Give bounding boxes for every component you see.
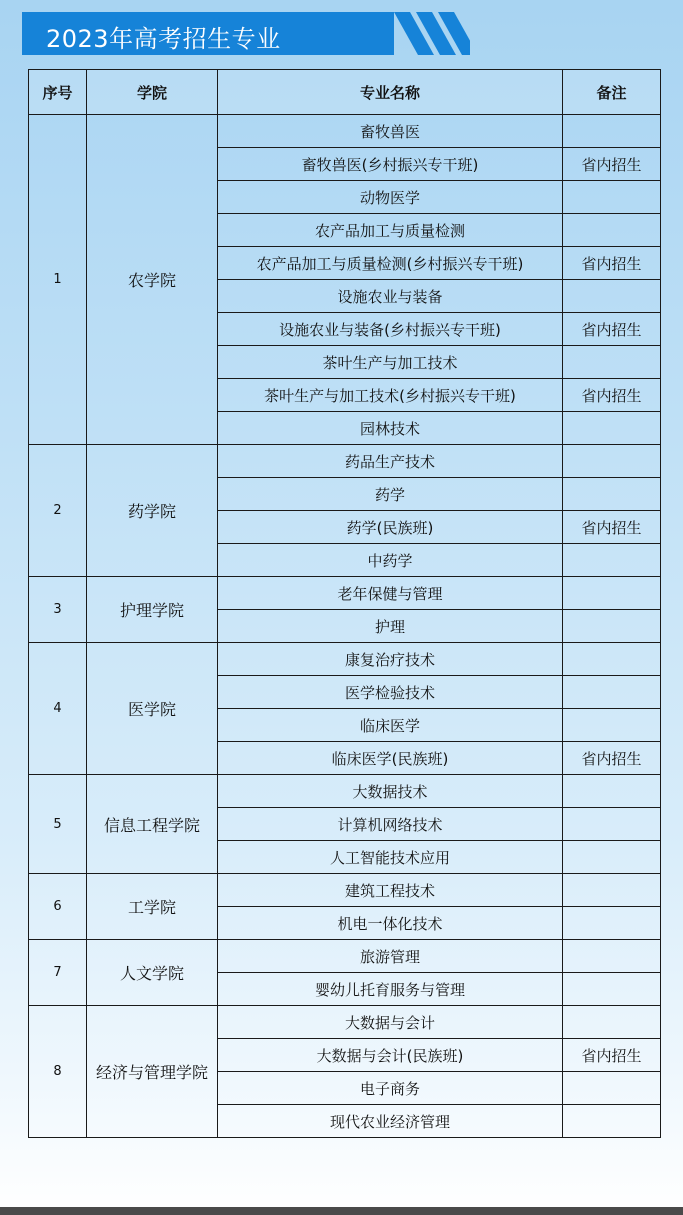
college-name: 信息工程学院 bbox=[87, 775, 218, 874]
row-index: 4 bbox=[29, 643, 87, 775]
program-note: 省内招生 bbox=[563, 247, 661, 280]
program-note bbox=[563, 973, 661, 1006]
program-name: 大数据技术 bbox=[218, 775, 563, 808]
program-note bbox=[563, 445, 661, 478]
college-name: 医学院 bbox=[87, 643, 218, 775]
table-row bbox=[29, 940, 661, 973]
program-note: 省内招生 bbox=[563, 742, 661, 775]
program-name: 动物医学 bbox=[218, 181, 563, 214]
program-name: 园林技术 bbox=[218, 412, 563, 445]
program-name: 设施农业与装备 bbox=[218, 280, 563, 313]
program-note bbox=[563, 280, 661, 313]
row-index: 6 bbox=[29, 874, 87, 940]
program-name: 中药学 bbox=[218, 544, 563, 577]
row-index: 5 bbox=[29, 775, 87, 874]
program-note bbox=[563, 412, 661, 445]
footer-bar bbox=[0, 1207, 683, 1215]
program-note bbox=[563, 709, 661, 742]
program-note bbox=[563, 610, 661, 643]
program-note bbox=[563, 808, 661, 841]
program-name: 茶叶生产与加工技术 bbox=[218, 346, 563, 379]
program-note bbox=[563, 214, 661, 247]
program-name: 设施农业与装备(乡村振兴专干班) bbox=[218, 313, 563, 346]
header-program: 专业名称 bbox=[218, 70, 563, 115]
college-name: 人文学院 bbox=[87, 940, 218, 1006]
program-note bbox=[563, 907, 661, 940]
program-note bbox=[563, 775, 661, 808]
program-name: 农产品加工与质量检测 bbox=[218, 214, 563, 247]
program-name: 畜牧兽医(乡村振兴专干班) bbox=[218, 148, 563, 181]
program-note bbox=[563, 181, 661, 214]
header-note: 备注 bbox=[563, 70, 661, 115]
program-note bbox=[563, 1006, 661, 1039]
program-note bbox=[563, 874, 661, 907]
program-note: 省内招生 bbox=[563, 313, 661, 346]
program-note bbox=[563, 577, 661, 610]
program-name: 临床医学(民族班) bbox=[218, 742, 563, 775]
page-title: 2023年高考招生专业 bbox=[46, 25, 281, 53]
header-index: 序号 bbox=[29, 70, 87, 115]
program-name: 康复治疗技术 bbox=[218, 643, 563, 676]
program-name: 茶叶生产与加工技术(乡村振兴专干班) bbox=[218, 379, 563, 412]
program-name: 旅游管理 bbox=[218, 940, 563, 973]
program-note bbox=[563, 676, 661, 709]
program-name: 大数据与会计 bbox=[218, 1006, 563, 1039]
program-name: 计算机网络技术 bbox=[218, 808, 563, 841]
program-name: 临床医学 bbox=[218, 709, 563, 742]
program-note: 省内招生 bbox=[563, 511, 661, 544]
row-index: 8 bbox=[29, 1006, 87, 1138]
majors-table bbox=[28, 69, 661, 1138]
row-index: 2 bbox=[29, 445, 87, 577]
program-note bbox=[563, 643, 661, 676]
program-name: 老年保健与管理 bbox=[218, 577, 563, 610]
table-row bbox=[29, 115, 661, 148]
college-name: 工学院 bbox=[87, 874, 218, 940]
header-college: 学院 bbox=[87, 70, 218, 115]
program-name: 大数据与会计(民族班) bbox=[218, 1039, 563, 1072]
program-note: 省内招生 bbox=[563, 148, 661, 181]
college-name: 药学院 bbox=[87, 445, 218, 577]
row-index: 1 bbox=[29, 115, 87, 445]
program-name: 药学(民族班) bbox=[218, 511, 563, 544]
program-name: 药学 bbox=[218, 478, 563, 511]
table-row bbox=[29, 775, 661, 808]
row-index: 7 bbox=[29, 940, 87, 1006]
program-name: 现代农业经济管理 bbox=[218, 1105, 563, 1138]
program-name: 电子商务 bbox=[218, 1072, 563, 1105]
table-body bbox=[29, 115, 661, 1138]
program-note bbox=[563, 1105, 661, 1138]
program-note bbox=[563, 940, 661, 973]
title-banner bbox=[22, 12, 470, 55]
program-name: 医学检验技术 bbox=[218, 676, 563, 709]
table-row bbox=[29, 1006, 661, 1039]
table-row bbox=[29, 577, 661, 610]
table-row bbox=[29, 445, 661, 478]
program-name: 畜牧兽医 bbox=[218, 115, 563, 148]
college-name: 农学院 bbox=[87, 115, 218, 445]
program-note bbox=[563, 346, 661, 379]
program-name: 婴幼儿托育服务与管理 bbox=[218, 973, 563, 1006]
college-name: 护理学院 bbox=[87, 577, 218, 643]
program-name: 农产品加工与质量检测(乡村振兴专干班) bbox=[218, 247, 563, 280]
program-note bbox=[563, 544, 661, 577]
program-name: 建筑工程技术 bbox=[218, 874, 563, 907]
program-name: 药品生产技术 bbox=[218, 445, 563, 478]
program-note: 省内招生 bbox=[563, 1039, 661, 1072]
table-header-row bbox=[29, 70, 661, 115]
program-note bbox=[563, 115, 661, 148]
program-name: 护理 bbox=[218, 610, 563, 643]
program-note bbox=[563, 1072, 661, 1105]
college-name: 经济与管理学院 bbox=[87, 1006, 218, 1138]
program-name: 人工智能技术应用 bbox=[218, 841, 563, 874]
program-note bbox=[563, 478, 661, 511]
table-row bbox=[29, 643, 661, 676]
program-note bbox=[563, 841, 661, 874]
program-name: 机电一体化技术 bbox=[218, 907, 563, 940]
table-row bbox=[29, 874, 661, 907]
row-index: 3 bbox=[29, 577, 87, 643]
program-note: 省内招生 bbox=[563, 379, 661, 412]
